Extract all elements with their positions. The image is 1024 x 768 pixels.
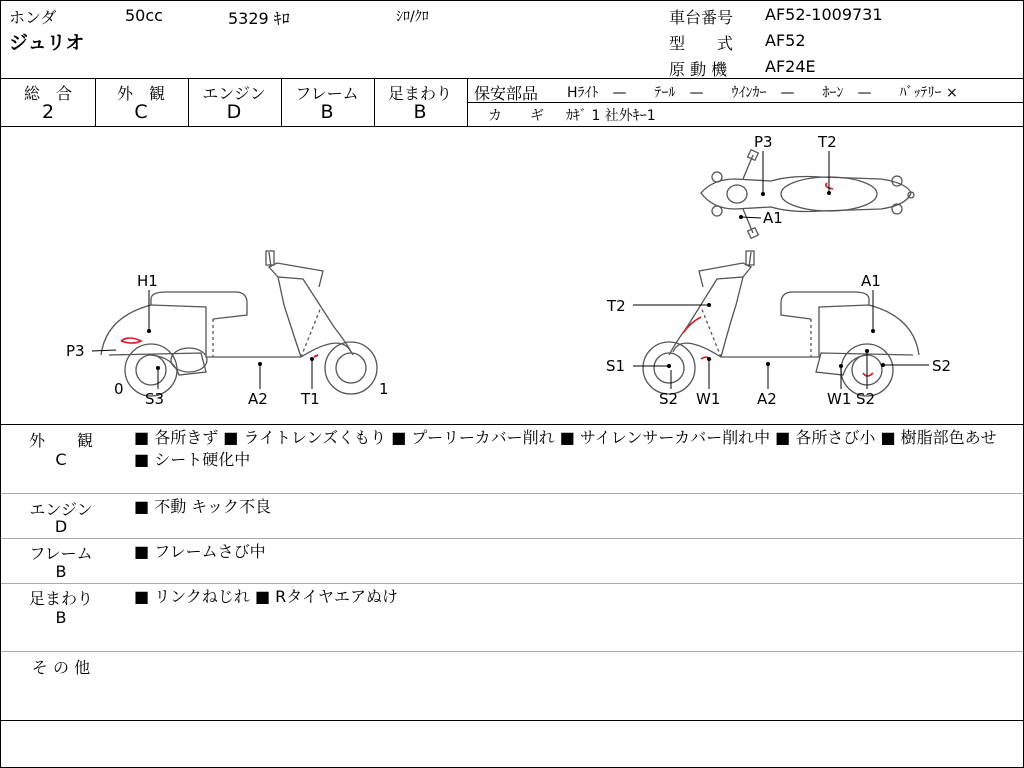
damage-mark	[314, 355, 318, 357]
section-exterior-grade: C	[55, 450, 67, 469]
divider	[1, 720, 1023, 721]
label-0: 0	[114, 380, 124, 398]
divider	[1, 78, 1023, 79]
grade-value-engine: D	[226, 101, 242, 123]
color: ｼﾛ/ｸﾛ	[396, 9, 429, 25]
safety-items: Hﾗｲﾄ — ﾃｰﾙ — ｳｲﾝｶｰ — ﾎｰﾝ — ﾊﾞｯﾃﾘｰ ×	[567, 85, 958, 101]
label-s2-c: S2	[932, 357, 952, 375]
grade-label-exterior: 外 観	[116, 84, 165, 103]
label-a1-top: A1	[763, 209, 783, 227]
divider	[1, 493, 1023, 494]
section-engine-title: エンジン	[29, 500, 93, 519]
grade-label-overall: 総 合	[23, 84, 72, 103]
label-a2: A2	[248, 390, 268, 408]
safety-label: 保安部品	[474, 84, 539, 103]
maker: ホンダ	[9, 8, 57, 27]
section-frame-title: フレーム	[29, 544, 93, 563]
grade-label-engine: エンジン	[202, 84, 266, 103]
label-t2: T2	[607, 297, 626, 315]
section-frame-text: ■ フレームさび中	[134, 542, 266, 561]
frame-no: AF52-1009731	[765, 5, 883, 24]
damage-diagram	[1, 127, 1023, 425]
label-w1-a: W1	[696, 390, 721, 408]
label-a2: A2	[757, 390, 777, 408]
type-value: AF52	[765, 31, 806, 50]
engine-label: 原 動 機	[669, 60, 728, 79]
label-h1: H1	[137, 272, 158, 290]
engine-value: AF24E	[765, 57, 816, 76]
divider	[1, 583, 1023, 584]
label-p3-top: P3	[754, 133, 773, 151]
right-view-labels	[606, 272, 951, 408]
section-suspension-text: ■ リンクねじれ ■ Rタイヤエアぬけ	[134, 587, 398, 606]
section-engine-text: ■ 不動 キック不良	[134, 497, 271, 516]
section-exterior-title: 外 観	[28, 431, 93, 450]
label-a1: A1	[861, 272, 881, 290]
label-s2-a: S2	[659, 390, 679, 408]
label-t2-top: T2	[818, 133, 837, 151]
divider	[1, 651, 1023, 652]
section-suspension-title: 足まわり	[28, 589, 93, 608]
label-w1-b: W1	[827, 390, 852, 408]
divider	[1, 538, 1023, 539]
label-p3: P3	[66, 342, 85, 360]
damage-mark	[121, 338, 141, 343]
type-label: 型 式	[669, 34, 734, 53]
divider	[467, 102, 1023, 103]
grade-value-suspension: B	[413, 101, 427, 123]
label-s3: S3	[145, 390, 165, 408]
section-other-title: そ の 他	[31, 658, 91, 677]
label-s1: S1	[606, 357, 626, 375]
section-exterior-text: ■ 各所きず ■ ライトレンズくもり ■ プーリーカバー削れ ■ サイレンサーカバー削れ中 ■ 各所さび小 ■ 樹脂部色あせ ■ シート硬化中	[134, 428, 997, 469]
scooter-top-view	[701, 150, 914, 239]
section-suspension-grade: B	[55, 608, 67, 627]
grade-value-frame: B	[320, 101, 334, 123]
grade-label-frame: フレーム	[295, 84, 359, 103]
label-s2-b: S2	[856, 390, 876, 408]
label-t1: T1	[301, 390, 320, 408]
label-1: 1	[379, 380, 389, 398]
section-frame-grade: B	[55, 562, 67, 581]
grade-value-exterior: C	[134, 101, 148, 123]
model-name: ジュリオ	[9, 32, 85, 54]
grade-value-overall: 2	[41, 101, 55, 123]
displacement: 50cc	[125, 6, 163, 25]
key-label: カ ギ	[488, 108, 544, 124]
mileage: 5329 ｷﾛ	[228, 9, 290, 28]
damage-mark	[863, 373, 873, 376]
section-engine-grade: D	[54, 517, 68, 536]
frame-no-label: 車台番号	[669, 8, 734, 27]
grade-label-suspension: 足まわり	[387, 84, 452, 103]
key-value: ｶｷﾞ 1 社外ｷｰ1	[566, 108, 656, 124]
divider	[1, 424, 1023, 425]
